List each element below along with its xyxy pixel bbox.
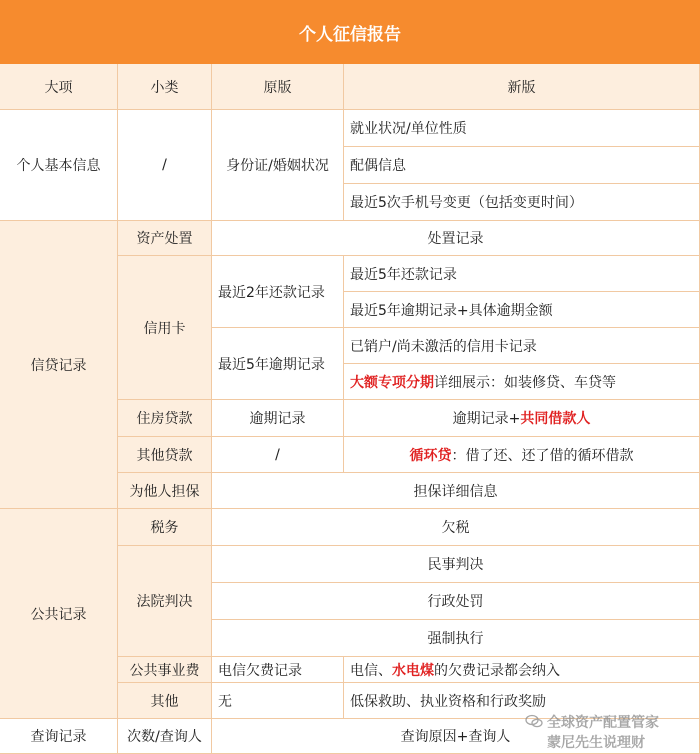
- new-credit-card-installment: 大额专项分期 详细展示：如装修贷、车贷等: [344, 364, 700, 400]
- new-basic-employment: 就业状况/单位性质: [344, 110, 700, 147]
- minor-query: 次数/查询人: [118, 719, 212, 754]
- new-housing-loan: 逾期记录+ 共同借款人: [344, 400, 700, 437]
- watermark-account: 全球资产配置管家: [547, 715, 659, 731]
- new-basic-spouse: 配偶信息: [344, 147, 700, 184]
- minor-basic-info: /: [118, 110, 212, 221]
- header-old: 原版: [212, 64, 344, 110]
- highlight-revolving-loan: 循环贷: [409, 447, 452, 464]
- highlight-large-installment: 大额专项分期: [350, 374, 434, 391]
- minor-utility: 公共事业费: [118, 657, 212, 683]
- old-basic-info: 身份证/婚姻状况: [212, 110, 344, 221]
- major-public-records: 公共记录: [0, 509, 118, 719]
- minor-guarantee: 为他人担保: [118, 473, 212, 509]
- major-query-records: 查询记录: [0, 719, 118, 754]
- table-title: 个人征信报告: [0, 0, 700, 64]
- old-housing-loan: 逾期记录: [212, 400, 344, 437]
- new-asset-disposal: 处置记录: [212, 221, 700, 256]
- old-credit-card-repayment: 最近2年还款记录: [212, 256, 344, 328]
- new-guarantee: 担保详细信息: [212, 473, 700, 509]
- minor-tax: 税务: [118, 509, 212, 546]
- old-utility: 电信欠费记录: [212, 657, 344, 683]
- header-new: 新版: [344, 64, 700, 110]
- minor-other-loan: 其他贷款: [118, 437, 212, 473]
- new-query: 查询原因+查询人: [212, 719, 700, 754]
- major-basic-info: 个人基本信息: [0, 110, 118, 221]
- major-credit-records: 信贷记录: [0, 221, 118, 509]
- old-credit-card-overdue: 最近5年逾期记录: [212, 328, 344, 400]
- new-court-civil: 民事判决: [212, 546, 700, 583]
- old-other-loan: /: [212, 437, 344, 473]
- old-misc: 无: [212, 683, 344, 719]
- minor-court: 法院判决: [118, 546, 212, 657]
- new-court-enforcement: 强制执行: [212, 620, 700, 657]
- new-other-loan: 循环贷 ：借了还、还了借的循环借款: [344, 437, 700, 473]
- highlight-co-borrower: 共同借款人: [520, 411, 591, 427]
- minor-credit-card: 信用卡: [118, 256, 212, 400]
- new-utility: 电信、 水电煤 的欠费记录都会纳入: [344, 657, 700, 683]
- new-misc: 低保救助、执业资格和行政奖励: [344, 683, 700, 719]
- new-court-admin-penalty: 行政处罚: [212, 583, 700, 620]
- new-tax: 欠税: [212, 509, 700, 546]
- minor-housing-loan: 住房贷款: [118, 400, 212, 437]
- new-credit-card-closed: 已销户/尚未激活的信用卡记录: [344, 328, 700, 364]
- header-minor: 小类: [118, 64, 212, 110]
- new-credit-card-overdue: 最近5年逾期记录+具体逾期金额: [344, 292, 700, 328]
- new-credit-card-repayment: 最近5年还款记录: [344, 256, 700, 292]
- minor-asset-disposal: 资产处置: [118, 221, 212, 256]
- highlight-utilities: 水电煤: [392, 662, 434, 679]
- minor-misc: 其他: [118, 683, 212, 719]
- new-basic-phone: 最近5次手机号变更（包括变更时间）: [344, 184, 700, 221]
- header-major: 大项: [0, 64, 118, 110]
- watermark-author: 蒙尼先生说理财: [547, 735, 645, 751]
